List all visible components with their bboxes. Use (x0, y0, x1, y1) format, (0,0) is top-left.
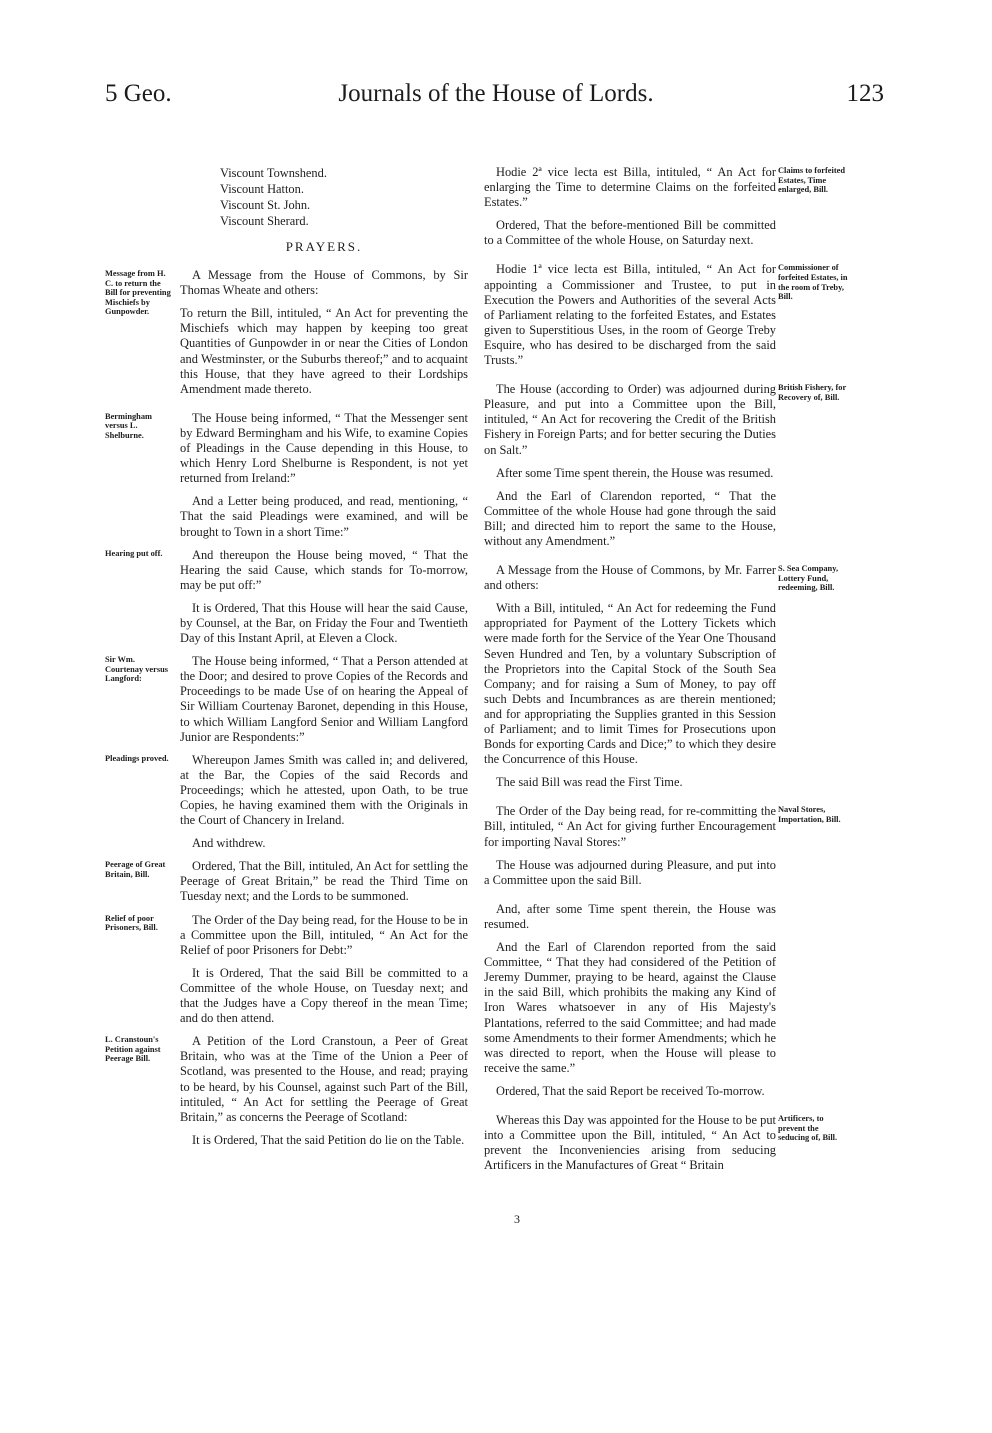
entry-text: The House was adjourned during Pleasure, and put into a Committee upon the said Bill. (484, 857, 776, 887)
entry-paragraph (105, 654, 468, 745)
left-column (105, 165, 468, 1156)
lords-list (180, 165, 468, 229)
entry-paragraph (105, 1034, 468, 1125)
margin-note: Relief of poor Prisoners, Bill. (105, 913, 158, 933)
entry-paragraph (484, 262, 848, 368)
entry-text: And thereupon the House being moved, “ That the Hearing the said Cause, which stands for To-morrow, may be put off:” (180, 547, 468, 592)
entry-text: A Message from the House of Commons, by Mr. Farrer and others: (484, 563, 776, 593)
entry-paragraph (180, 601, 468, 646)
entry-paragraph (105, 410, 468, 486)
entry-paragraph (105, 912, 468, 958)
entry-paragraph (484, 940, 776, 1076)
entry-paragraph (484, 858, 776, 888)
entry-paragraph (484, 804, 841, 849)
entry-text: Whereupon James Smith was called in; and delivered, at the Bar, the Copies of the said Records and Proceedings; which he attested, upon Oath, to be true Copies, he having examined them with the Originals in the Court of Chancery in Ireland. (180, 752, 468, 828)
entry-text: Hodie 2ª vice lecta est Billa, intituled, “ An Act for enlarging the Time to determine Claims on the forfeited Estates.” (484, 165, 776, 210)
lord-name: Viscount Hatton. (220, 182, 304, 196)
margin-note: Hearing put off. (105, 548, 163, 558)
margin-note: British Fishery, for Recovery of, Bill. (778, 383, 847, 402)
entry-paragraph (484, 563, 839, 593)
entry-paragraph (105, 268, 468, 317)
margin-note: Claims to forfeited Estates, Time enlarged, Bill. (778, 166, 845, 195)
margin-note: L. Cranstoun's Petition against Peerage Bill. (105, 1035, 161, 1064)
entry-paragraph (484, 601, 776, 767)
entry-text: Hodie 1ª vice lecta est Billa, intituled, “ An Act for appointing a Commissioner and Trustee, to put in Execution the Powers and Authorities of the several Acts of Parliament relating to the forfeited Estates, and Estates given to Superstitious Uses, in the room of George Treby Esquire, who has desired to be discharged from the said Trusts.” (484, 262, 776, 368)
entry-text: And the Earl of Clarendon reported, “ That the Committee of the whole House had gone through the said Bill; and directed him to report the same to the House, without any Amendment.” (484, 488, 776, 548)
entry-text: Ordered, That the said Report be received To-morrow. (496, 1083, 765, 1098)
section-title: PRAYERS. (285, 239, 363, 254)
entry-paragraph (484, 489, 776, 549)
entry-text: And a Letter being produced, and read, mentioning, “ That the said Pleadings were examined, and will be brought to Town in a short Time:” (180, 494, 468, 539)
margin-note: Artificers, to prevent the seducing of, Bill. (778, 1113, 838, 1143)
header-title: Journals of the House of Lords. (338, 80, 654, 107)
entry-paragraph (105, 752, 468, 828)
margin-note: Commissioner of forfeited Estates, in the room of Treby, Bill. (778, 263, 848, 302)
entry-text: It is Ordered, That this House will hear the said Cause, by Counsel, at the Bar, on Friday the Four and Twentieth Day of this Instant April, at Eleven a Clock. (180, 600, 468, 646)
entry-text: Ordered, That the before-mentioned Bill be committed to a Committee of the whole House, on Saturday next. (484, 218, 776, 248)
header-regnal-year: 5 Geo. (105, 80, 172, 107)
entry-text: The House being informed, “ That the Messenger sent by Edward Bermingham and his Wife, to examine Copies of Pleadings in the Cause depending in this House, to which Henry Lord Shelburne is Respondent, is not yet returned from Ireland:” (180, 410, 468, 486)
lord-name: Viscount Sherard. (220, 214, 309, 228)
margin-note: Pleadings proved. (105, 753, 169, 763)
entry-text: And, after some Time spent therein, the House was resumed. (484, 901, 776, 931)
entry-text: A Petition of the Lord Cranstoun, a Peer of Great Britain, who was at the Time of the Union a Peer of Scotland, was presented to the House, and read; praying to be heard, by his Counsel, against such Part of the Bill, intituled, “ An Act for settling the Peerage of Great Britain,” as concerns the Peerage of Scotland: (180, 1034, 468, 1124)
entry-paragraph (484, 165, 845, 210)
entry-text: To return the Bill, intituled, “ An Act for preventing the Mischiefs which may happen by keeping too great Quantities of Gunpowder in or near the Cities of London and Westminster, or the Suburbs thereof;” and to acquaint this House, that they have agreed to their Lordships Amendment made thereto. (180, 306, 468, 396)
lord-name: Viscount Townshend. (220, 166, 327, 180)
right-column (484, 165, 848, 1181)
entry-paragraph (484, 775, 776, 790)
page-signature: 3 (514, 1212, 520, 1226)
entry-paragraph (180, 306, 468, 397)
margin-note: Bermingham versus L. Shelburne. (105, 411, 152, 441)
margin-note: Message from H. C. to return the Bill for preventing Mischiefs by Gunpowder. (105, 269, 171, 317)
entry-paragraph (180, 966, 468, 1026)
entry-text: With a Bill, intituled, “ An Act for redeeming the Fund appropriated for Payment of the Lottery Tickets which were made forth for the Service of the Year One Thousand Seven Hundred and Ten, by a voluntary Subscription of the Proprietors into the Capital Stock of the South Sea Company; and for raising a Sum of Money, to pay off such Debts and Incumbrances as are therein mentioned; and for appropriating the Supplies granted in this Session of Parliament; and to limit Times for Prosecutions upon Bonds for exporting Cards and Dice;” to which they desire the Concurrence of this House. (484, 601, 776, 767)
entry-text: The Order of the Day being read, for re-committing the Bill, intituled, “ An Act for giving further Encouragement for importing Naval Stores:” (484, 804, 776, 849)
entry-text: The said Bill was read the First Time. (496, 775, 683, 790)
entry-text: A Message from the House of Commons, by Sir Thomas Wheate and others: (180, 268, 468, 298)
entry-text: The House (according to Order) was adjourned during Pleasure, and put into a Committee upon the Bill, intituled, “ An Act for recovering the Credit of the British Fishery in Foreign Parts; and for better securing the Duties on Salt.” (484, 382, 776, 457)
margin-note: Peerage of Great Britain, Bill. (105, 860, 166, 879)
margin-note: Naval Stores, Importation, Bill. (778, 805, 841, 824)
entry-paragraph (180, 1133, 468, 1148)
margin-note: Sir Wm. Courtenay versus Langford: (105, 655, 169, 684)
entry-paragraph (484, 1112, 838, 1173)
entry-paragraph (484, 902, 776, 932)
entry-paragraph (105, 859, 468, 904)
entry-paragraph (484, 1084, 776, 1099)
entry-text: After some Time spent therein, the House was resumed. (496, 465, 774, 480)
entry-paragraph (484, 466, 776, 481)
entry-text: And the Earl of Clarendon reported from the said Committee, “ That they had considered of the Petition of Jeremy Dummer, praying to be heard, against the Clause in the said Bill, which prohibits the making any Kind of Iron Wares whatsoever in any of His Majesty's Plantations, referred to the said Committee; and had made some Amendments to their former Amendments; which he was directed to report, when the House will please to receive the same.” (484, 940, 776, 1075)
entry-paragraph (105, 547, 468, 593)
entry-paragraph (484, 218, 776, 248)
entry-text: The Order of the Day being read, for the House to be in a Committee upon the Bill, intituled, “ An Act for the Relief of poor Prisoners for Debt:” (180, 912, 468, 957)
entry-text: It is Ordered, That the said Bill be committed to a Committee of the whole House, on Tuesday next; and that the Judges have a Copy thereof in the mean Time; and do then attend. (180, 965, 468, 1026)
entry-paragraph (180, 836, 468, 851)
entry-paragraph (180, 494, 468, 539)
entry-paragraph (484, 382, 847, 457)
entry-text: Whereas this Day was appointed for the House to be put into a Committee upon the Bill, intituled, “ An Act to prevent the Inconveniencies arising from seducing Artificers in the Manufactures of Great “ Britain (484, 1112, 776, 1173)
entry-text: Ordered, That the Bill, intituled, An Act for settling the Peerage of Great Britain,” be read the Third Time on Tuesday next; and the Lords to be summoned. (180, 859, 468, 904)
entry-text: And withdrew. (192, 836, 266, 851)
page-number: 123 (846, 80, 884, 107)
margin-note: S. Sea Company, Lottery Fund, redeeming, Bill. (778, 564, 839, 593)
entry-text: It is Ordered, That the said Petition do lie on the Table. (192, 1132, 465, 1147)
lord-name: Viscount St. John. (220, 198, 311, 212)
entry-text: The House being informed, “ That a Person attended at the Door; and desired to prove Copies of the Records and Proceedings to be made Use of on hearing the Appeal of Sir William Courtenay Baronet, depending in this House, to which William Langford Senior and William Langford Junior are Respondents:” (180, 654, 468, 744)
